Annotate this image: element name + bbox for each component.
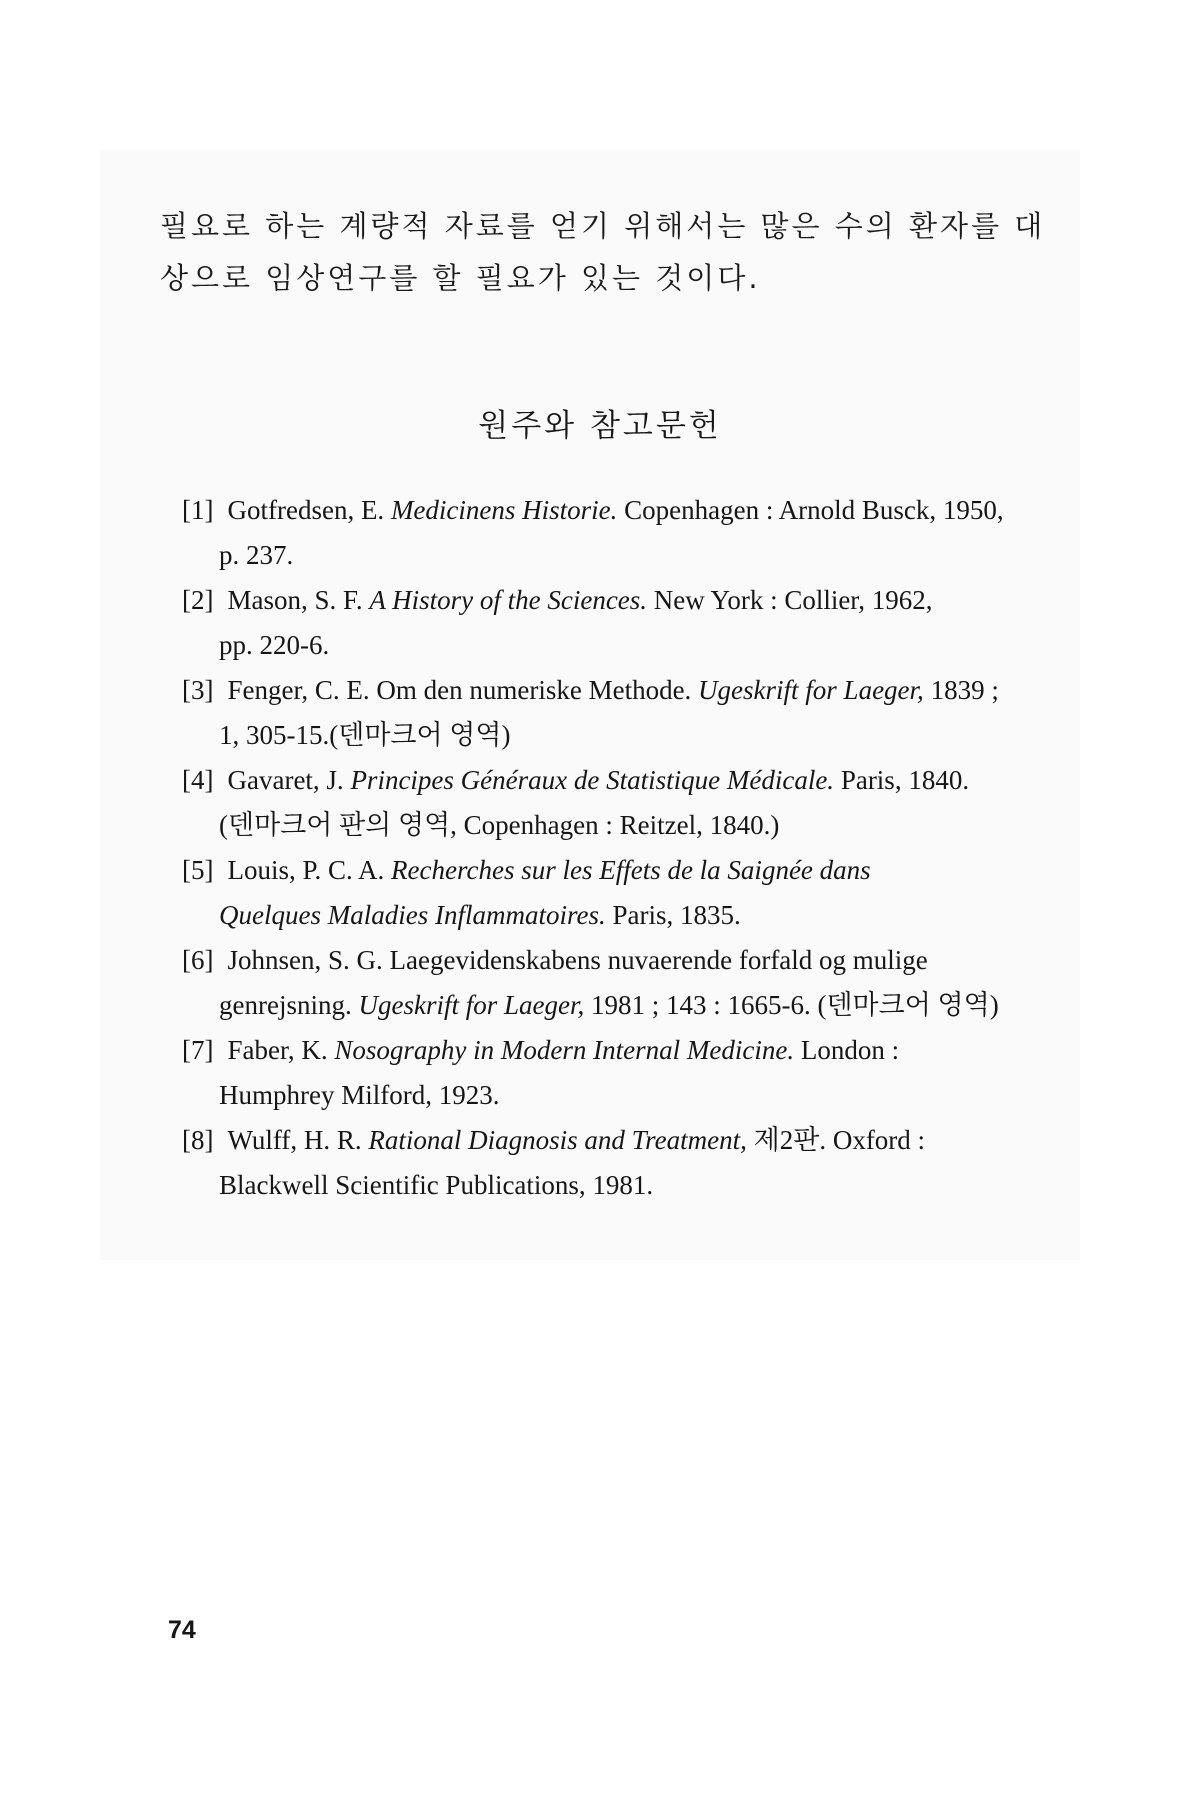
reference-line-1: [1] Gotfredsen, E. Medicinens Historie. Copenhagen : Arnold Busck, 1950, xyxy=(182,495,1004,525)
reference-line-1: [6] Johnsen, S. G. Laegevidenskabens nuvaerende forfald og mulige xyxy=(182,945,928,975)
reference-line-1: [3] Fenger, C. E. Om den numeriske Methode. Ugeskrift for Laeger, 1839 ; xyxy=(182,675,999,705)
reference-line-1: [5] Louis, P. C. A. Recherches sur les Effets de la Saignée dans xyxy=(182,855,871,885)
reference-line-1: [2] Mason, S. F. A History of the Sciences. New York : Collier, 1962, xyxy=(182,585,933,615)
reference-line-1: [7] Faber, K. Nosography in Modern Internal Medicine. London : xyxy=(182,1035,900,1065)
reference-line-1: [8] Wulff, H. R. Rational Diagnosis and Treatment, 제2판. Oxford : xyxy=(182,1125,926,1155)
reference-item xyxy=(182,668,1044,758)
page-number: 74 xyxy=(168,1616,196,1644)
reference-item xyxy=(182,488,1044,578)
reference-line-2: pp. 220-6. xyxy=(219,630,330,660)
reference-line-2: 1, 305-15.(덴마크어 영역) xyxy=(219,720,511,750)
body-paragraph: 필요로 하는 계량적 자료를 얻기 위해서는 많은 수의 환자를 대상으로 임상연구를 할 필요가 있는 것이다. xyxy=(160,209,1046,295)
reference-item xyxy=(182,1118,1044,1208)
reference-line-2: Humphrey Milford, 1923. xyxy=(219,1080,500,1110)
reference-item xyxy=(182,1028,1044,1118)
reference-item xyxy=(182,938,1044,1028)
reference-item xyxy=(182,578,1044,668)
reference-line-2: Quelques Maladies Inflammatoires. Paris, 1835. xyxy=(219,900,741,930)
reference-line-2: Blackwell Scientific Publications, 1981. xyxy=(219,1170,654,1200)
section-heading: 원주와 참고문헌 xyxy=(478,408,722,444)
reference-line-2: p. 237. xyxy=(219,540,294,570)
reference-line-2: genrejsning. Ugeskrift for Laeger, 1981 ; 143 : 1665-6. (덴마크어 영역) xyxy=(219,990,999,1020)
reference-item xyxy=(182,848,1044,938)
reference-line-2: (덴마크어 판의 영역, Copenhagen : Reitzel, 1840.) xyxy=(219,810,780,840)
reference-item xyxy=(182,758,1044,848)
reference-line-1: [4] Gavaret, J. Principes Généraux de Statistique Médicale. Paris, 1840. xyxy=(182,765,970,795)
reference-list xyxy=(182,488,1044,1208)
